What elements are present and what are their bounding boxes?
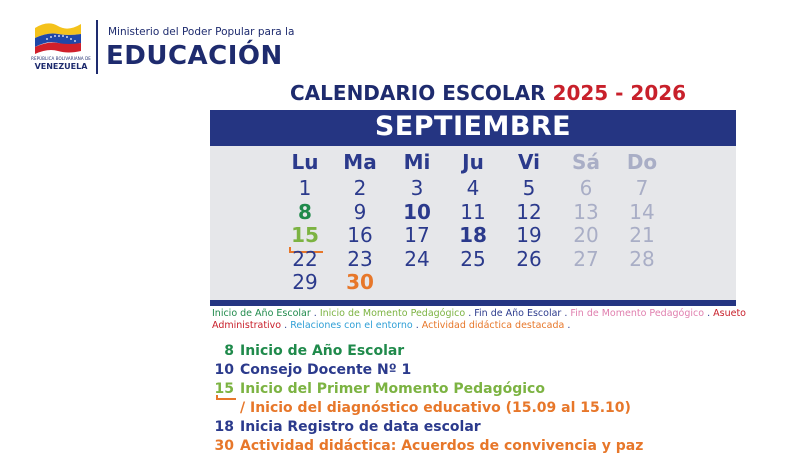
calendar-day: 11 xyxy=(460,199,486,224)
calendar-day: 22 xyxy=(292,246,318,271)
legend-item: Relaciones con el entorno xyxy=(290,320,413,331)
calendar-day: 4 xyxy=(466,176,480,200)
calendar-day: 13 xyxy=(573,199,599,224)
calendar-title-text: CALENDARIO ESCOLAR xyxy=(290,81,546,105)
weekday-label: Sá xyxy=(572,150,600,174)
weekday-label: Do xyxy=(626,150,658,174)
event-text: Inicio de Año Escolar xyxy=(240,343,405,359)
color-legend: Inicio de Año Escolar . Inicio de Momento Pedagógico . Fin de Año Escolar . Fin de Momento Pedagógico . Asueto Administrativo . Relaciones con el entorno . Actividad didáctica destacada . xyxy=(212,308,746,331)
calendar-day: 17 xyxy=(404,223,430,247)
event-day: 15 xyxy=(214,381,234,397)
calendar-day: 3 xyxy=(410,176,424,200)
calendar-day: 18 xyxy=(459,223,487,247)
legend-item: Actividad didáctica destacada xyxy=(421,320,565,331)
calendar-day: 6 xyxy=(579,176,593,200)
calendar-day: 5 xyxy=(522,176,536,200)
calendar-day: 26 xyxy=(516,246,542,271)
event-text: Inicia Registro de data escolar xyxy=(240,419,481,435)
calendar-day: 30 xyxy=(346,270,374,294)
calendar-day: 12 xyxy=(516,199,542,224)
month-calendar xyxy=(210,110,736,306)
header xyxy=(30,18,295,78)
weekday-label: Vi xyxy=(518,150,540,174)
event-text: Consejo Docente Nº 1 xyxy=(240,362,412,378)
weekday-label: Lu xyxy=(291,150,319,174)
calendar-day: 15 xyxy=(275,223,335,247)
ministry-subtitle: Ministerio del Poder Popular para la xyxy=(108,26,295,38)
calendar-day: 29 xyxy=(292,270,318,294)
calendar-day: 8 xyxy=(298,199,312,224)
calendar-day: 9 xyxy=(353,199,367,224)
calendar-grid xyxy=(210,146,736,300)
calendar-day: 20 xyxy=(573,223,599,247)
logo-republic-text: REPÚBLICA BOLIVARIANA DE xyxy=(31,56,91,61)
calendar-title-years: 2025 - 2026 xyxy=(552,81,687,105)
venezuela-logo xyxy=(30,18,90,76)
event-text: / Inicio del diagnóstico educativo (15.09 al 15.10) xyxy=(240,400,631,416)
weekday-label: Ma xyxy=(343,150,377,174)
calendar-day: 14 xyxy=(629,199,655,224)
legend-item: Fin de Momento Pedagógico xyxy=(570,308,705,319)
calendar-day: 24 xyxy=(404,246,430,271)
calendar-day: 25 xyxy=(460,246,486,271)
calendar-day: 28 xyxy=(629,246,655,271)
legend-item: Inicio de Momento Pedagógico xyxy=(319,308,466,319)
header-divider xyxy=(96,20,98,74)
calendar-bottom-bar xyxy=(210,300,736,306)
event-text: Actividad didáctica: Acuerdos de convivencia y paz xyxy=(240,438,644,454)
ministry-title: EDUCACIÓN xyxy=(106,41,283,71)
month-header xyxy=(210,110,736,146)
calendar-day: 1 xyxy=(298,176,312,200)
venezuela-flag-icon xyxy=(33,20,83,54)
calendar-day: 21 xyxy=(629,223,655,247)
day-15-marker xyxy=(216,395,236,400)
weekday-label: Ju xyxy=(462,150,484,174)
event-day: 10 xyxy=(214,362,234,378)
calendar-day: 19 xyxy=(516,223,542,247)
calendar-day: 16 xyxy=(347,223,373,247)
event-day: 30 xyxy=(214,438,234,454)
calendar-day: 23 xyxy=(347,246,373,271)
legend-item: Inicio de Año Escolar xyxy=(212,308,311,319)
legend-item: Fin de Año Escolar xyxy=(474,308,562,319)
weekday-label: Mi xyxy=(403,150,431,174)
logo-country-text: VENEZUELA xyxy=(34,62,88,71)
event-day: 8 xyxy=(224,343,234,359)
calendar-title xyxy=(290,81,686,105)
calendar-day: 2 xyxy=(353,176,367,200)
event-text: Inicio del Primer Momento Pedagógico xyxy=(240,381,545,397)
event-day: 18 xyxy=(214,419,234,435)
calendar-day: 10 xyxy=(403,199,431,224)
month-name: SEPTIEMBRE xyxy=(374,111,572,142)
legend-item: Asueto Administrativo xyxy=(212,308,746,331)
calendar-day: 7 xyxy=(635,176,649,200)
calendar-day: 27 xyxy=(573,246,599,271)
